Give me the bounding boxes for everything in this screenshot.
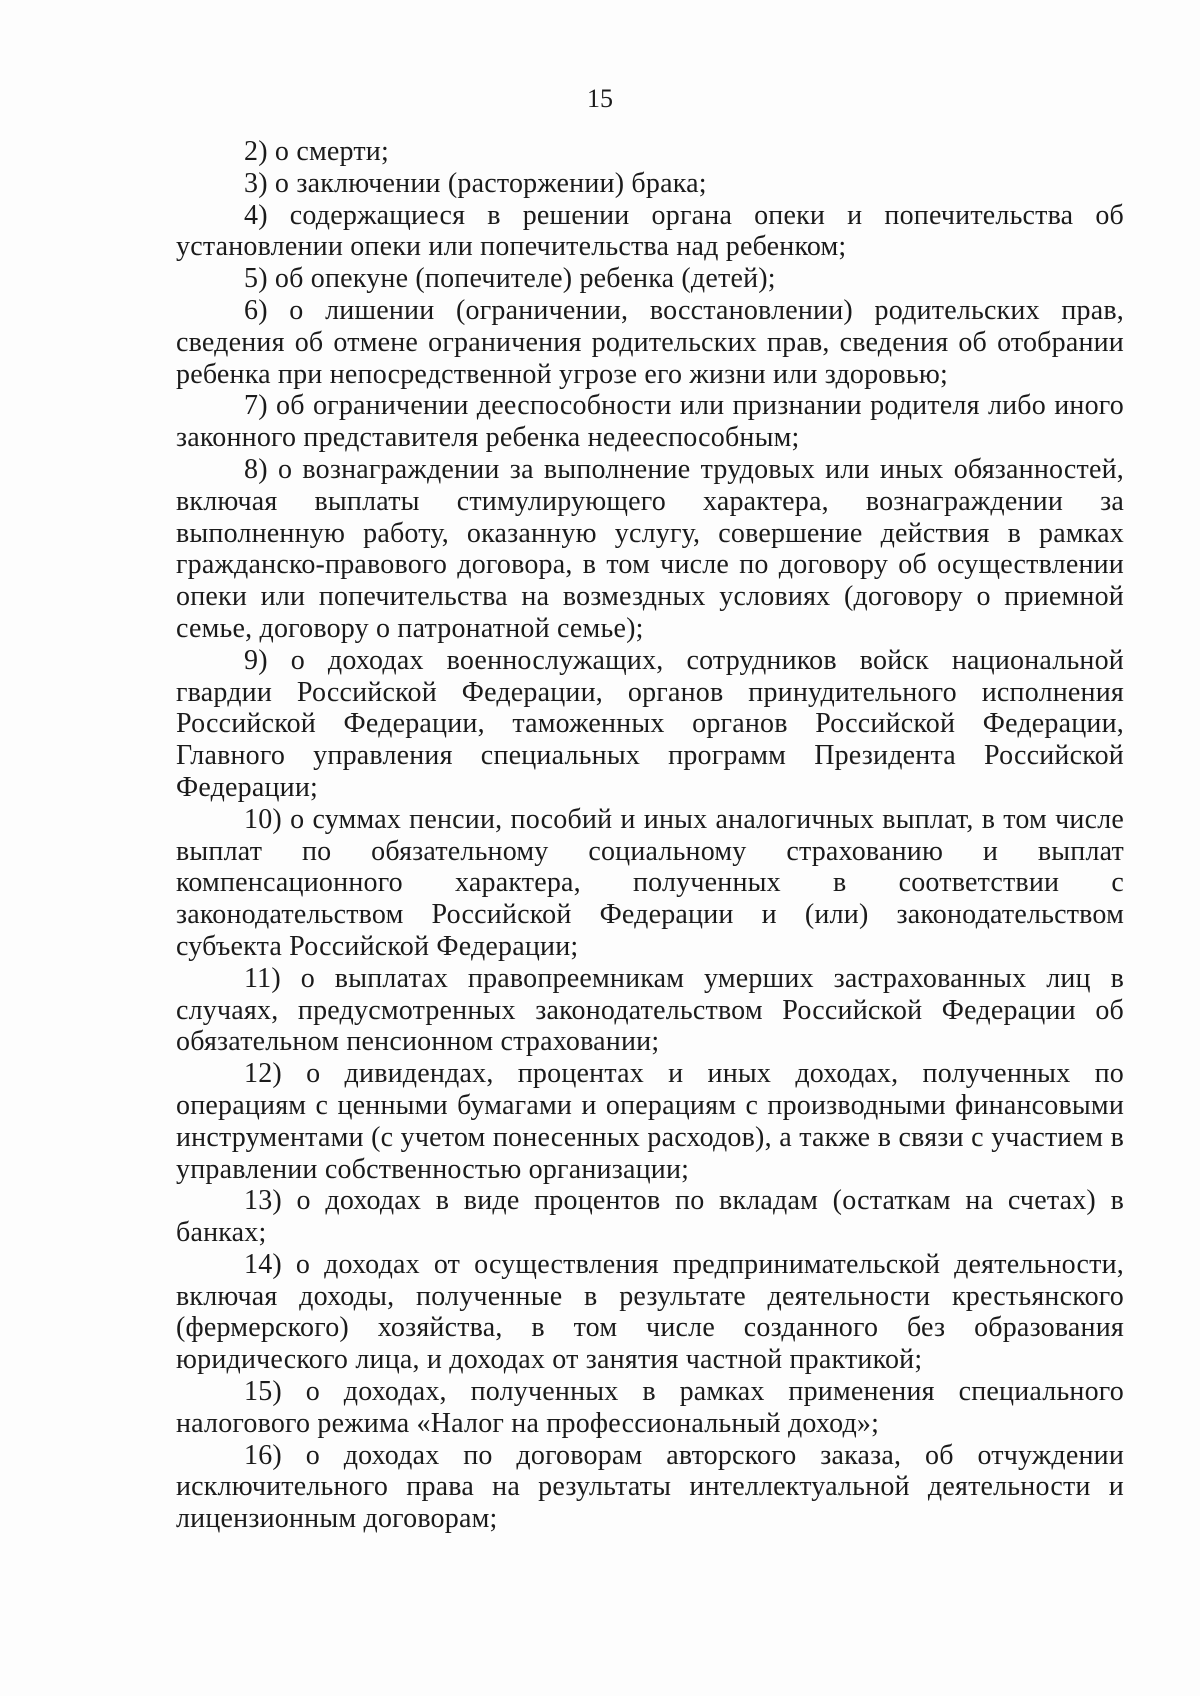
- list-item: 16) о доходах по договорам авторского заказа, об отчуждении исключительного права на результаты интеллектуальной деятельности и лицензионным договорам;: [176, 1439, 1124, 1535]
- document-body: [176, 136, 1124, 1535]
- list-item: 12) о дивидендах, процентах и иных доходах, полученных по операциям с ценными бумагами и операциям с производными финансовыми инструментами (с учетом понесенных расходов), а также в связи с участием в управлении собственностью организации;: [176, 1058, 1124, 1185]
- list-item: 15) о доходах, полученных в рамках применения специального налогового режима «Налог на профессиональный доход»;: [176, 1376, 1124, 1439]
- list-item: 5) об опекуне (попечителе) ребенка (детей);: [244, 263, 776, 295]
- list-item: 10) о суммах пенсии, пособий и иных аналогичных выплат, в том числе выплат по обязательному социальному страхованию и выплат компенсационного характера, полученных в соответствии с законодательством Российской Федерации и (или) законодательством субъекта Российской Федерации;: [176, 803, 1124, 962]
- list-item: 4) содержащиеся в решении органа опеки и попечительства об установлении опеки или попечительства над ребенком;: [176, 199, 1124, 263]
- list-item: 13) о доходах в виде процентов по вкладам (остаткам на счетах) в банках;: [176, 1185, 1124, 1249]
- list-item: 3) о заключении (расторжении) брака;: [244, 167, 707, 199]
- page-number: 15: [587, 84, 613, 113]
- list-item: 7) об ограничении дееспособности или признании родителя либо иного законного представителя ребенка недееспособным;: [176, 390, 1124, 454]
- list-item: 14) о доходах от осуществления предпринимательской деятельности, включая доходы, полученные в результате деятельности крестьянского (фермерского) хозяйства, в том числе созданного без образования юридического лица, и доходах от занятия частной практикой;: [176, 1248, 1124, 1376]
- list-item: 6) о лишении (ограничении, восстановлении) родительских прав, сведения об отмене ограничения родительских прав, сведения об отобрании ребенка при непосредственной угрозе его жизни или здоровью;: [176, 294, 1124, 390]
- list-item: 11) о выплатах правопреемникам умерших застрахованных лиц в случаях, предусмотренных законодательством Российской Федерации об обязательном пенсионном страховании;: [176, 962, 1124, 1058]
- list-item: 2) о смерти;: [244, 136, 389, 167]
- list-item: 9) о доходах военнослужащих, сотрудников войск национальной гвардии Российской Федерации, органов принудительного исполнения Российской Федерации, таможенных органов Российской Федерации, Главного управления специальных программ Президента Российской Федерации;: [176, 644, 1124, 803]
- list-item: 8) о вознаграждении за выполнение трудовых или иных обязанностей, включая выплаты стимулирующего характера, вознаграждении за выполненную работу, оказанную услугу, совершение действия в рамках гражданско-правового договора, в том числе по договору об осуществлении опеки или попечительства на возмездных условиях (договору о приемной семье, договору о патронатной семье);: [176, 453, 1124, 644]
